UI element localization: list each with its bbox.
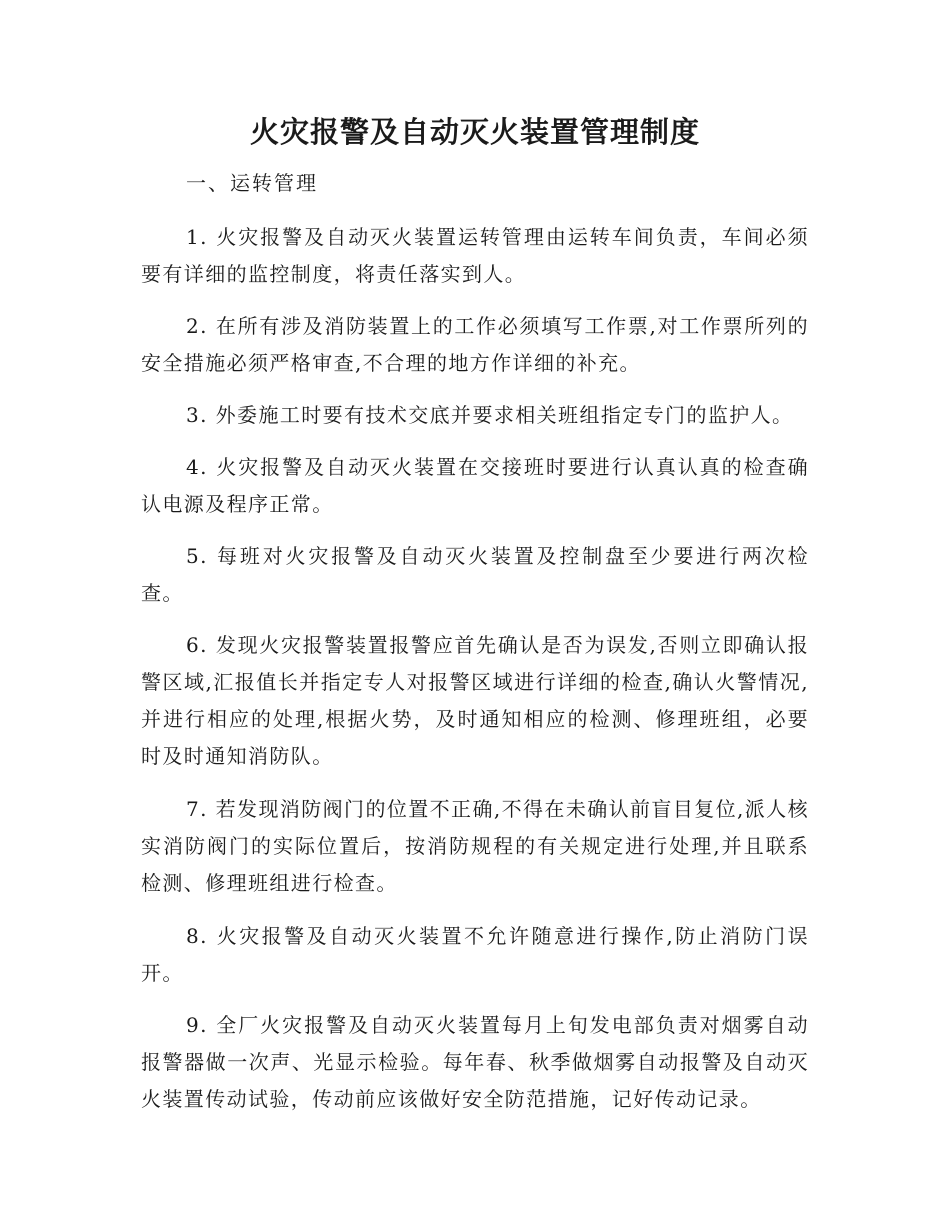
paragraph-2: 2. 在所有涉及消防装置上的工作必须填写工作票,对工作票所列的安全措施必须严格审查,不合理的地方作详细的补充。 — [141, 314, 809, 375]
paragraph-3: 3. 外委施工时要有技术交底并要求相关班组指定专门的监护人。 — [186, 403, 794, 427]
section-heading: 一、运转管理 — [186, 171, 318, 195]
document-title: 火灾报警及自动灭火装置管理制度 — [249, 115, 700, 149]
paragraph-9: 9. 全厂火灾报警及自动灭火装置每月上旬发电部负责对烟雾自动报警器做一次声、光显示检验。每年春、秋季做烟雾自动报警及自动灭火装置传动试验，传动前应该做好安全防范措施，记好传动记录。 — [141, 1013, 809, 1111]
paragraph-5: 5. 每班对火灾报警及自动灭火装置及控制盘至少要进行两次检查。 — [141, 544, 809, 605]
paragraph-1: 1. 火灾报警及自动灭火装置运转管理由运转车间负责，车间必须要有详细的监控制度，将责任落实到人。 — [141, 225, 809, 286]
paragraph-8: 8. 火灾报警及自动灭火装置不允许随意进行操作,防止消防门误开。 — [141, 924, 809, 985]
paragraph-4: 4. 火灾报警及自动灭火装置在交接班时要进行认真认真的检查确认电源及程序正常。 — [141, 455, 809, 516]
paragraph-6: 6. 发现火灾报警装置报警应首先确认是否为误发,否则立即确认报警区域,汇报值长并指定专人对报警区域进行详细的检查,确认火警情况,并进行相应的处理,根据火势，及时通知相应的检测、修理班组，必要时及时通知消防队。 — [141, 633, 809, 768]
paragraph-7: 7. 若发现消防阀门的位置不正确,不得在未确认前盲目复位,派人核实消防阀门的实际位置后，按消防规程的有关规定进行处理,并且联系检测、修理班组进行检查。 — [141, 797, 809, 895]
